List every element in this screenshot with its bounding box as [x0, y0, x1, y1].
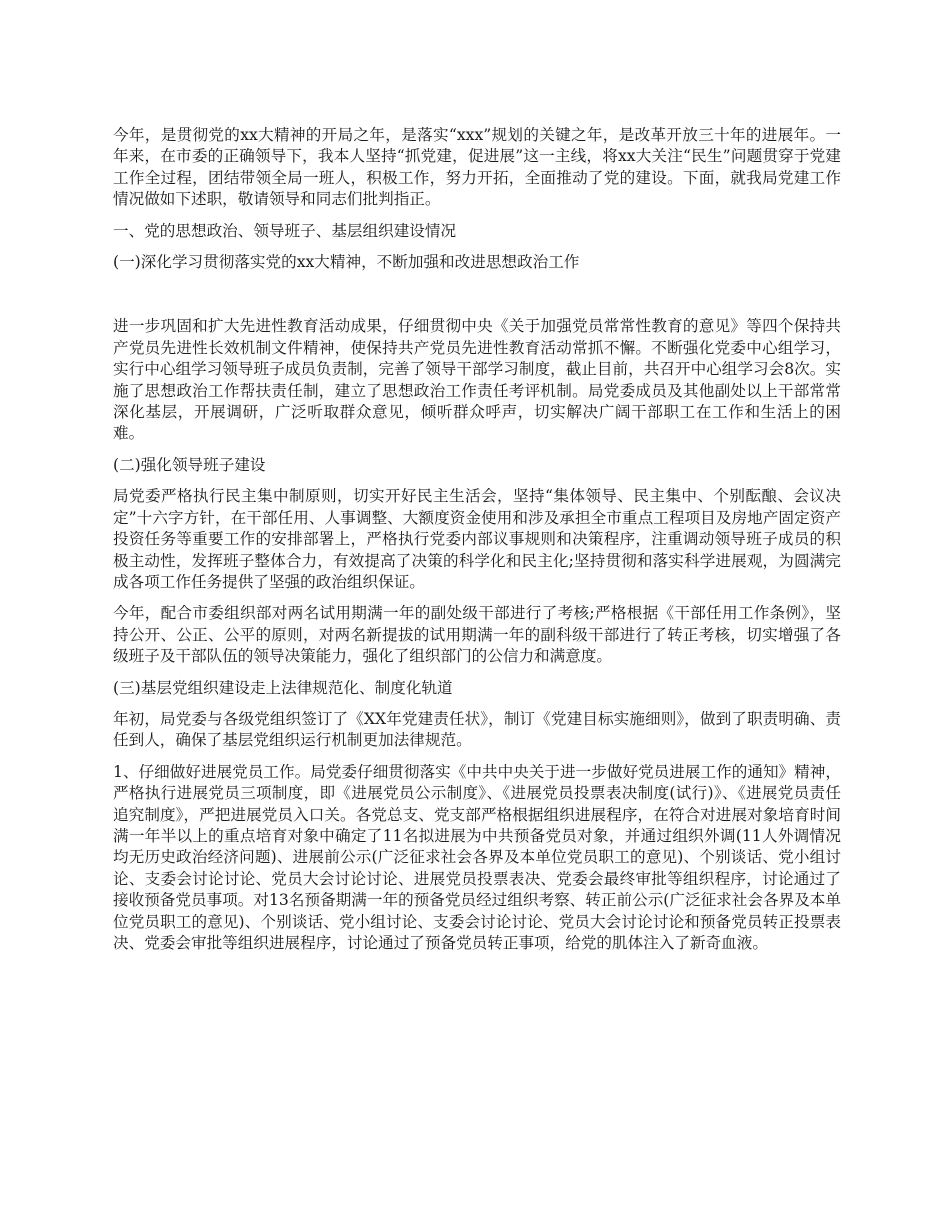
subsection-heading-1: (一)深化学习贯彻落实党的xx大精神，不断加强和改进思想政治工作	[113, 253, 580, 272]
section-heading-1: 一、党的思想政治、领导班子、基层组织建设情况	[113, 221, 457, 240]
document-body	[113, 125, 841, 964]
body-paragraph: 今年，配合市委组织部对两名试用期满一年的副处级干部进行了考核;严格根据《干部任用工作条例》，坚持公开、公正、公平的原则，对两名新提拔的试用期满一年的副科级干部进行了转正考核，切实增强了各级班子及干部队伍的领导决策能力，强化了组织部门的公信力和满意度。	[113, 604, 841, 666]
body-paragraph: 局党委严格执行民主集中制原则，切实开好民主生活会，坚持“集体领导、民主集中、个别酝酿、会议决定”十六字方针，在干部任用、人事调整、大额度资金使用和涉及承担全市重点工程项目及房地产固定资产投资任务等重要工作的安排部署上，严格执行党委内部议事规则和决策程序，注重调动领导班子成员的积极主动性，发挥班子整体合力，有效提高了决策的科学化和民主化;坚持贯彻和落实科学进展观，为圆满完成各项工作任务提供了坚强的政治组织保证。	[113, 487, 841, 591]
body-paragraph: 进一步巩固和扩大先进性教育活动成果，仔细贯彻中央《关于加强党员常常性教育的意见》等四个保持共产党员先进性长效机制文件精神，使保持共产党员先进性教育活动常抓不懈。不断强化党委中心组学习，实行中心组学习领导班子成员负责制，完善了领导干部学习制度，截止目前，共召开中心组学习会8次。实施了思想政治工作帮扶责任制，建立了思想政治工作责任考评机制。局党委成员及其他副处以上干部常常深化基层，开展调研，广泛听取群众意见，倾听群众呼声，切实解决广阔干部职工在工作和生活上的困难。	[113, 317, 841, 443]
subsection-heading-2: (二)强化领导班子建设	[113, 455, 266, 474]
intro-paragraph: 今年，是贯彻党的xx大精神的开局之年，是落实“xxx”规划的关键之年，是改革开放三十年的进展年。一年来，在市委的正确领导下，我本人坚持“抓党建，促进展”这一主线，将xx大关注“民生”问题贯穿于党建工作全过程，团结带领全局一班人，积极工作，努力开拓，全面推动了党的建设。下面，就我局党建工作情况做如下述职，敬请领导和同志们批判指正。	[113, 126, 841, 209]
body-paragraph: 1、仔细做好进展党员工作。局党委仔细贯彻落实《中共中央关于进一步做好党员进展工作的通知》精神，严格执行进展党员三项制度，即《进展党员公示制度》、《进展党员投票表决制度(试行)》、《进展党员责任追究制度》，严把进展党员入口关。各党总支、党支部严格根据组织进展程序，在符合对进展对象培育时间满一年半以上的重点培育对象中确定了11名拟进展为中共预备党员对象，并通过组织外调(11人外调情况均无历史政治经济问题)、进展前公示(广泛征求社会各界及本单位党员职工的意见)、个别谈话、党小组讨论、支委会讨论讨论、党员大会讨论讨论、进展党员投票表决、党委会最终审批等组织程序，讨论通过了接收预备党员事项。对13名预备期满一年的预备党员经过组织考察、转正前公示(广泛征求社会各界及本单位党员职工的意见)、个别谈话、党小组讨论、支委会讨论讨论、党员大会讨论讨论和预备党员转正投票表决、党委会审批等组织进展程序，讨论通过了预备党员转正事项，给党的肌体注入了新奇血液。	[113, 762, 841, 952]
body-paragraph: 年初，局党委与各级党组织签订了《XX年党建责任状》，制订《党建目标实施细则》，做到了职责明确、责任到人，确保了基层党组织运行机制更加法律规范。	[113, 709, 841, 750]
subsection-heading-3: (三)基层党组织建设走上法律规范化、制度化轨道	[113, 678, 453, 697]
